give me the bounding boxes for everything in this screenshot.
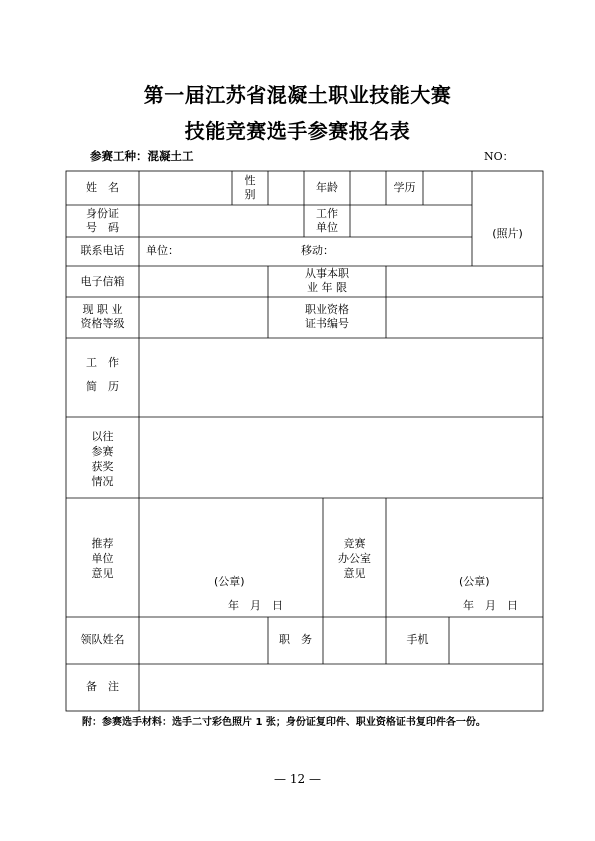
unit-phone-label: 单位： bbox=[146, 244, 179, 257]
cert-no-label: 职业资格 证书编号 bbox=[305, 303, 349, 330]
email-label: 电子信箱 bbox=[80, 275, 125, 288]
recommend-label: 推荐 单位 意见 bbox=[91, 537, 114, 580]
years-label: 从事本职 业 年 限 bbox=[305, 267, 349, 294]
office-label: 竞赛 办公室 意见 bbox=[338, 537, 371, 580]
leader-label: 领队姓名 bbox=[80, 633, 125, 646]
date-1: 年 月 日 bbox=[228, 599, 283, 612]
seal-1: (公章) bbox=[214, 575, 245, 588]
name-label: 姓 名 bbox=[86, 181, 119, 194]
footnote: 附：参赛选手材料：选手二寸彩色照片 1 张；身份证复印件、职业资格证书复印件各一份。 bbox=[82, 717, 486, 728]
number-label: NO： bbox=[484, 150, 514, 163]
awards-label: 以往 参赛 获奖 情况 bbox=[91, 430, 114, 488]
age-label: 年龄 bbox=[316, 181, 338, 194]
gender-label: 性 别 bbox=[244, 174, 256, 201]
remarks-label: 备 注 bbox=[86, 680, 119, 693]
work-unit-label: 工作 单位 bbox=[316, 207, 338, 234]
mobile-label: 移动： bbox=[301, 244, 334, 257]
form-title: 第一届江苏省混凝土职业技能大赛 bbox=[143, 83, 452, 107]
page-number: — 12 — bbox=[274, 772, 321, 786]
photo-placeholder: (照片) bbox=[492, 227, 523, 240]
resume-label: 工 作 简 历 bbox=[86, 356, 119, 393]
form-subtitle: 技能竞赛选手参赛报名表 bbox=[184, 119, 411, 143]
seal-2: (公章) bbox=[459, 575, 490, 588]
position-label: 职 务 bbox=[279, 633, 312, 646]
id-number-label: 身份证 号 码 bbox=[86, 207, 119, 234]
phone-label: 手机 bbox=[406, 633, 429, 646]
contact-label: 联系电话 bbox=[80, 244, 125, 257]
trade-label: 参赛工种：混凝土工 bbox=[90, 149, 194, 163]
education-label: 学历 bbox=[393, 181, 416, 194]
date-2: 年 月 日 bbox=[463, 599, 518, 612]
level-label: 现 职 业 资格等级 bbox=[80, 303, 125, 330]
